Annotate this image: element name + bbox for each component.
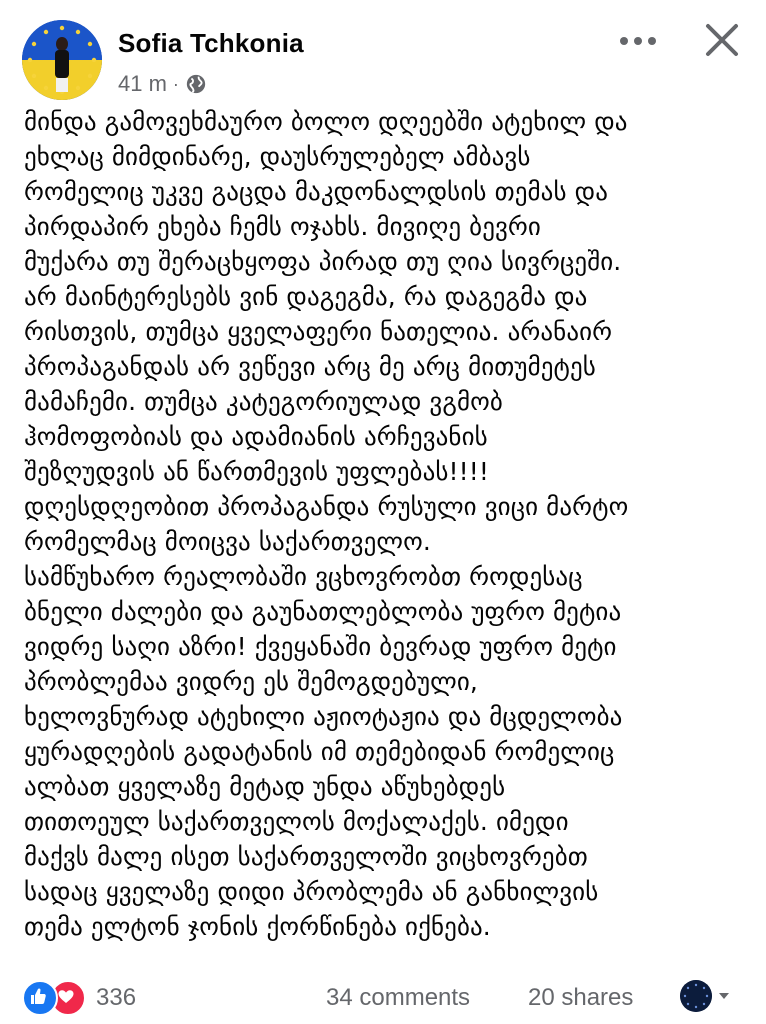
post-text-line: სამწუხარო რეალობაში ვცხოვრობთ როდესაც (24, 562, 583, 591)
post-meta (118, 70, 207, 98)
post-header (0, 0, 766, 105)
close-icon[interactable] (700, 18, 744, 62)
like-icon (22, 980, 58, 1016)
post-text-line: პირდაპირ ეხება ჩემს ოჯახს. მივიღე ბევრი (24, 212, 541, 241)
avatar-person-icon (50, 34, 74, 94)
post-text-line: პრობლემაა ვიდრე ეს შემოგდებული, (24, 667, 478, 696)
post-text-line: რისთვის, თუმცა ყველაფერი ნათელია. არანაირ (24, 317, 613, 346)
post-text-line: დღესდღეობით პროპაგანდა რუსული ვიცი მარტო (24, 492, 629, 521)
post-text-line: პროპაგანდას არ ვეწევი არც მე არც მითუმეტეს (24, 352, 596, 381)
post-text-line: სადაც ყველაზე დიდი პრობლემა ან განხილვის (24, 877, 599, 906)
author-avatar[interactable] (22, 20, 102, 100)
shares-count[interactable]: 20 shares (528, 984, 634, 1011)
post-text-line: მინდა გამოვეხმაურო ბოლო დღეებში ატეხილ და (24, 107, 628, 136)
author-name[interactable]: Sofia Tchkonia (118, 28, 304, 58)
ellipsis-icon (618, 35, 658, 47)
post-text-line: ხელოვნურად ატეხილი აჟიოტაჟია და მცდელობა (24, 702, 623, 731)
post-text-line: მამაჩემი. თუმცა კატეგორიულად ვგმობ (24, 387, 503, 416)
post-text-line: მუქარა თუ შერაცხყოფა პირად თუ ღია სივრცეში. (24, 247, 622, 276)
post-text-line: ეხლაც მიმდინარე, დაუსრულებელ ამბავს (24, 142, 531, 171)
reaction-as-selector[interactable] (680, 980, 732, 1012)
more-options-icon[interactable] (616, 26, 660, 56)
post-text-line: რომელმაც მოიცვა საქართველო. (24, 527, 431, 556)
post-text-line: მაქვს მალე ისეთ საქართველოში ვიცხოვრებთ (24, 842, 588, 871)
post-text-line: თემა ელტონ ჯონის ქორწინება იქნება. (24, 912, 491, 941)
viewer-avatar (680, 980, 712, 1012)
post-timestamp[interactable]: 41 m (118, 71, 167, 96)
post-body (24, 104, 742, 944)
post-text-line: ბნელი ძალები და გაუნათლებლობა უფრო მეტია (24, 597, 622, 626)
post-text-line: არ მაინტერესებს ვინ დაგეგმა, რა დაგეგმა და (24, 282, 588, 311)
reactions-summary[interactable] (22, 980, 136, 1016)
post-text-line: რომელიც უკვე გაცდა მაკდონალდსის თემას და (24, 177, 609, 206)
post-footer (0, 978, 766, 1024)
post-text-line: ვიდრე საღი აზრი! ქვეყანაში ბევრად უფრო მეტი (24, 632, 617, 661)
post-text-line: ალბათ ყველაზე მეტად უნდა აწუხებდეს (24, 772, 506, 801)
reaction-count: 336 (96, 984, 137, 1011)
post-text-line: თითოეულ საქართველოს მოქალაქეს. იმედი (24, 807, 569, 836)
globe-icon[interactable] (185, 73, 207, 95)
post-text-line: ყურადღების გადატანის იმ თემებიდან რომელიც (24, 737, 615, 766)
post-text-line: ჰომოფობიას და ადამიანის არჩევანის (24, 422, 488, 451)
post-text-line: შეზღუდვის ან წართმევის უფლებას!!!! (24, 457, 490, 486)
meta-separator: · (172, 73, 179, 94)
caret-down-icon (716, 988, 732, 1004)
comments-count[interactable]: 34 comments (326, 984, 471, 1011)
